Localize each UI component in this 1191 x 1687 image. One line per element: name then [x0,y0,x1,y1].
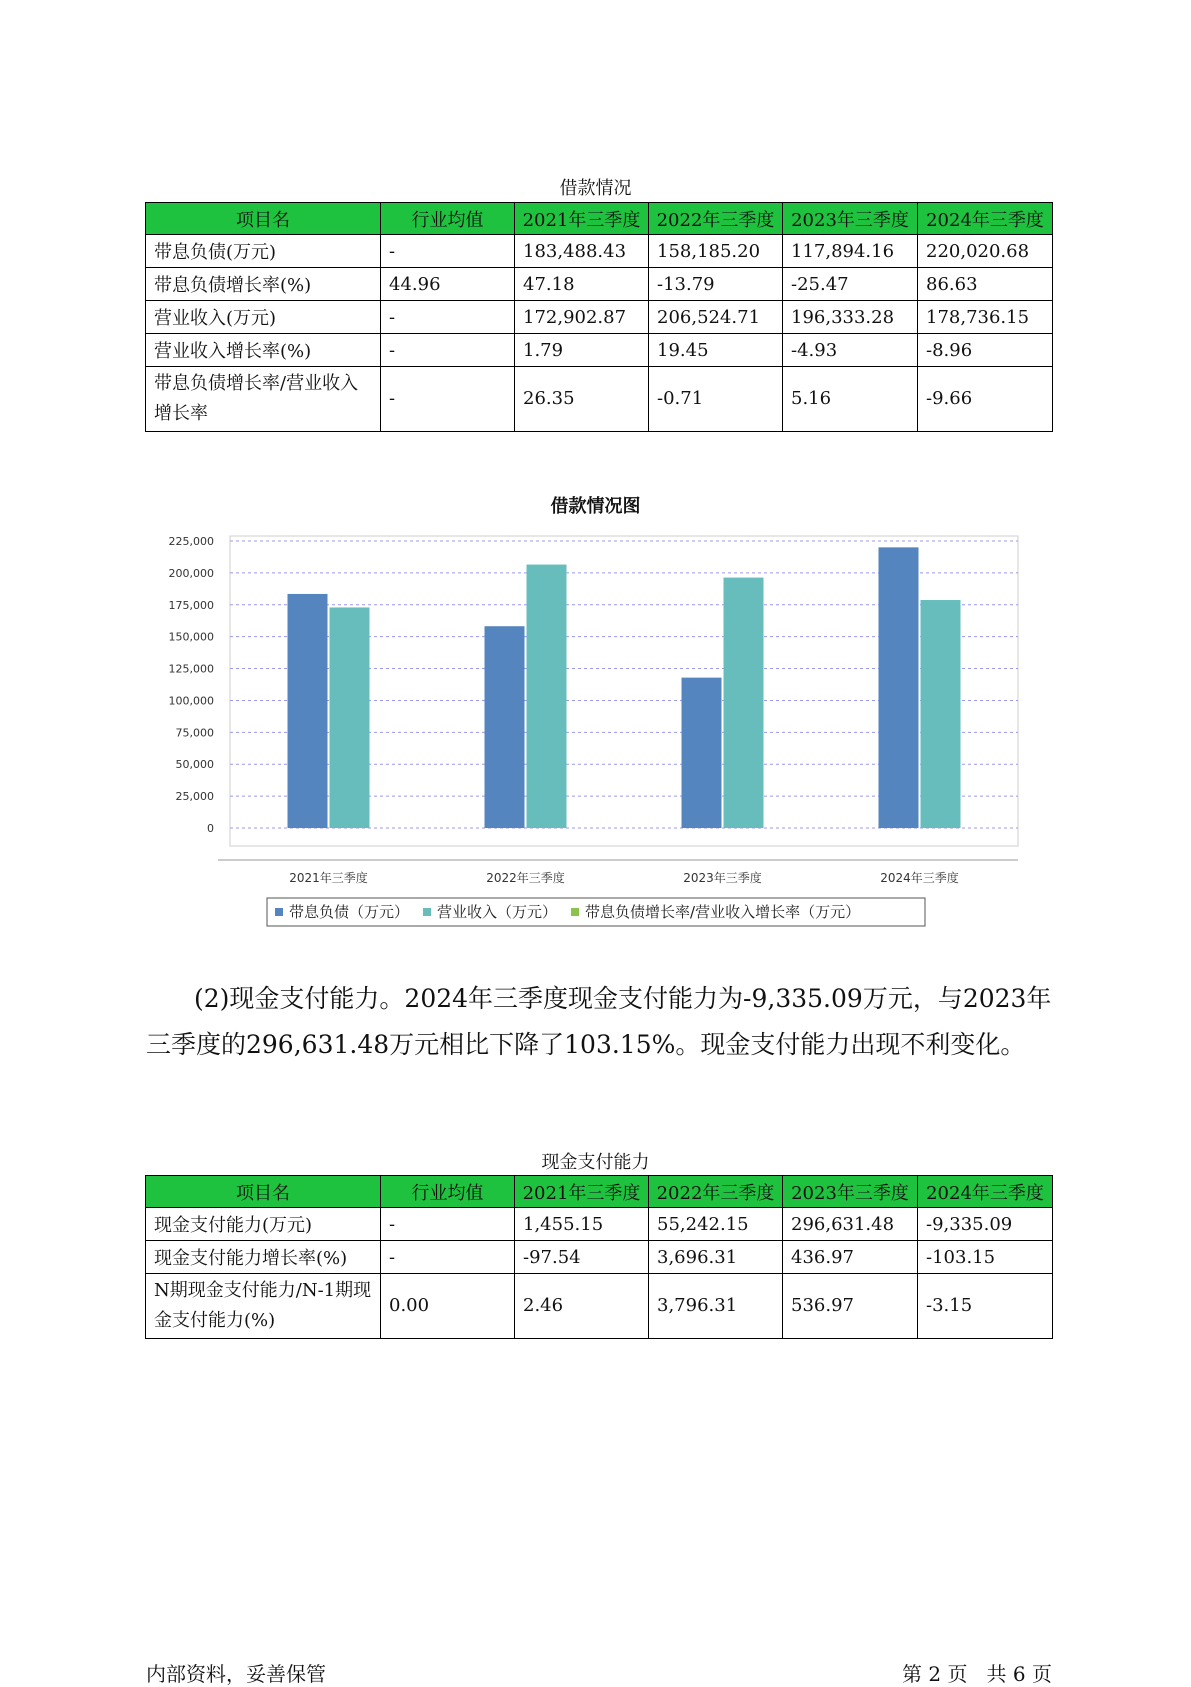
table-header-row [146,203,1053,235]
legend-label: 营业收入（万元） [437,903,558,921]
y-tick-label: 50,000 [175,758,214,772]
table-row [146,1241,1053,1274]
table-cell: 现金支付能力(万元) [146,1208,381,1241]
table-row [146,1208,1053,1241]
y-tick-label: 25,000 [175,790,214,804]
table-cell: N期现金支付能力/N-1期现金支付能力(%) [146,1274,381,1339]
cash-payment-table [145,1175,1053,1339]
x-tick-label: 2023年三季度 [683,871,762,885]
bar [879,547,919,828]
header-cell: 2024年三季度 [918,203,1053,235]
footer-note: 内部资料，妥善保管 [146,1662,326,1686]
bar [527,565,567,828]
legend-label: 带息负债（万元） [289,903,410,921]
table-cell: 1,455.15 [515,1208,649,1241]
table-cell: -97.54 [515,1241,649,1274]
legend-swatch [423,908,431,916]
table-cell: 158,185.20 [649,235,783,268]
table-cell: 3,796.31 [649,1274,783,1339]
table-cell: 0.00 [381,1274,515,1339]
page-number: 第 2 页 共 6 页 [902,1662,1052,1686]
table-row [146,334,1053,367]
table-row [146,268,1053,301]
table-cell: 带息负债增长率(%) [146,268,381,301]
x-tick-label: 2024年三季度 [880,871,959,885]
bar [724,578,764,828]
header-cell: 2022年三季度 [649,203,783,235]
table-cell: 44.96 [381,268,515,301]
header-cell: 2024年三季度 [918,1176,1053,1208]
legend-swatch [275,908,283,916]
table-cell: - [381,367,515,432]
table-cell: 196,333.28 [783,301,918,334]
table-cell: -25.47 [783,268,918,301]
header-cell: 行业均值 [381,1176,515,1208]
bar [288,594,328,828]
table-cell: 带息负债增长率/营业收入增长率 [146,367,381,432]
y-tick-label: 225,000 [168,535,214,548]
y-tick-label: 200,000 [168,566,214,580]
table-cell: - [381,334,515,367]
table-cell: -0.71 [649,367,783,432]
y-tick-label: 75,000 [175,726,214,740]
table-cell: 营业收入(万元) [146,301,381,334]
table-cell: 117,894.16 [783,235,918,268]
table-cell: -13.79 [649,268,783,301]
paragraph-text: (2)现金支付能力。2024年三季度现金支付能力为-9,335.09万元，与2023年三季度的296,631.48万元相比下降了103.15%。现金支付能力出现不利变化。 [146,984,1052,1059]
table-cell: 带息负债(万元) [146,235,381,268]
x-tick-label: 2022年三季度 [486,871,565,885]
table-cell: -9.66 [918,367,1053,432]
y-tick-label: 150,000 [168,630,214,644]
table-row [146,235,1053,268]
table-row [146,367,1053,432]
header-cell: 项目名 [146,1176,381,1208]
table-cell: 1.79 [515,334,649,367]
table-cell: 现金支付能力增长率(%) [146,1241,381,1274]
bar [682,678,722,828]
table-header-row [146,1176,1053,1208]
bar [485,626,525,828]
header-cell: 项目名 [146,203,381,235]
y-tick-label: 0 [207,822,214,835]
table-cell: - [381,1241,515,1274]
table-cell: 2.46 [515,1274,649,1339]
legend-swatch [571,908,579,916]
table-cell: 183,488.43 [515,235,649,268]
y-tick-label: 125,000 [168,662,214,676]
borrowing-table [145,202,1053,432]
table-cell: 436.97 [783,1241,918,1274]
legend-label: 带息负债增长率/营业收入增长率（万元） [585,903,861,921]
body-paragraph [146,976,1076,1068]
table-cell: 47.18 [515,268,649,301]
table-cell: 220,020.68 [918,235,1053,268]
header-cell: 2021年三季度 [515,1176,649,1208]
table-cell: - [381,235,515,268]
header-cell: 2023年三季度 [783,203,918,235]
header-cell: 2023年三季度 [783,1176,918,1208]
bar [330,607,370,828]
table-cell: 296,631.48 [783,1208,918,1241]
table-cell: -8.96 [918,334,1053,367]
table-cell: -9,335.09 [918,1208,1053,1241]
y-tick-label: 100,000 [168,694,214,708]
table-cell: - [381,1208,515,1241]
header-cell: 2022年三季度 [649,1176,783,1208]
table-row [146,1274,1053,1339]
header-cell: 行业均值 [381,203,515,235]
table-cell: -103.15 [918,1241,1053,1274]
table2-caption: 现金支付能力 [541,1152,650,1173]
bar [921,600,961,828]
x-tick-label: 2021年三季度 [289,871,368,885]
table-cell: 172,902.87 [515,301,649,334]
table1-caption: 借款情况 [559,178,632,199]
table-cell: 86.63 [918,268,1053,301]
table-row [146,301,1053,334]
table-cell: 3,696.31 [649,1241,783,1274]
table-cell: 5.16 [783,367,918,432]
table-cell: -4.93 [783,334,918,367]
table-cell: - [381,301,515,334]
chart-title: 借款情况图 [550,496,641,517]
table-cell: 206,524.71 [649,301,783,334]
table-cell: 178,736.15 [918,301,1053,334]
table-cell: 26.35 [515,367,649,432]
y-tick-label: 175,000 [168,598,214,612]
table-cell: 19.45 [649,334,783,367]
borrowing-bar-chart [145,526,1025,936]
header-cell: 2021年三季度 [515,203,649,235]
table-cell: 55,242.15 [649,1208,783,1241]
table-cell: 536.97 [783,1274,918,1339]
table-cell: 营业收入增长率(%) [146,334,381,367]
table-cell: -3.15 [918,1274,1053,1339]
